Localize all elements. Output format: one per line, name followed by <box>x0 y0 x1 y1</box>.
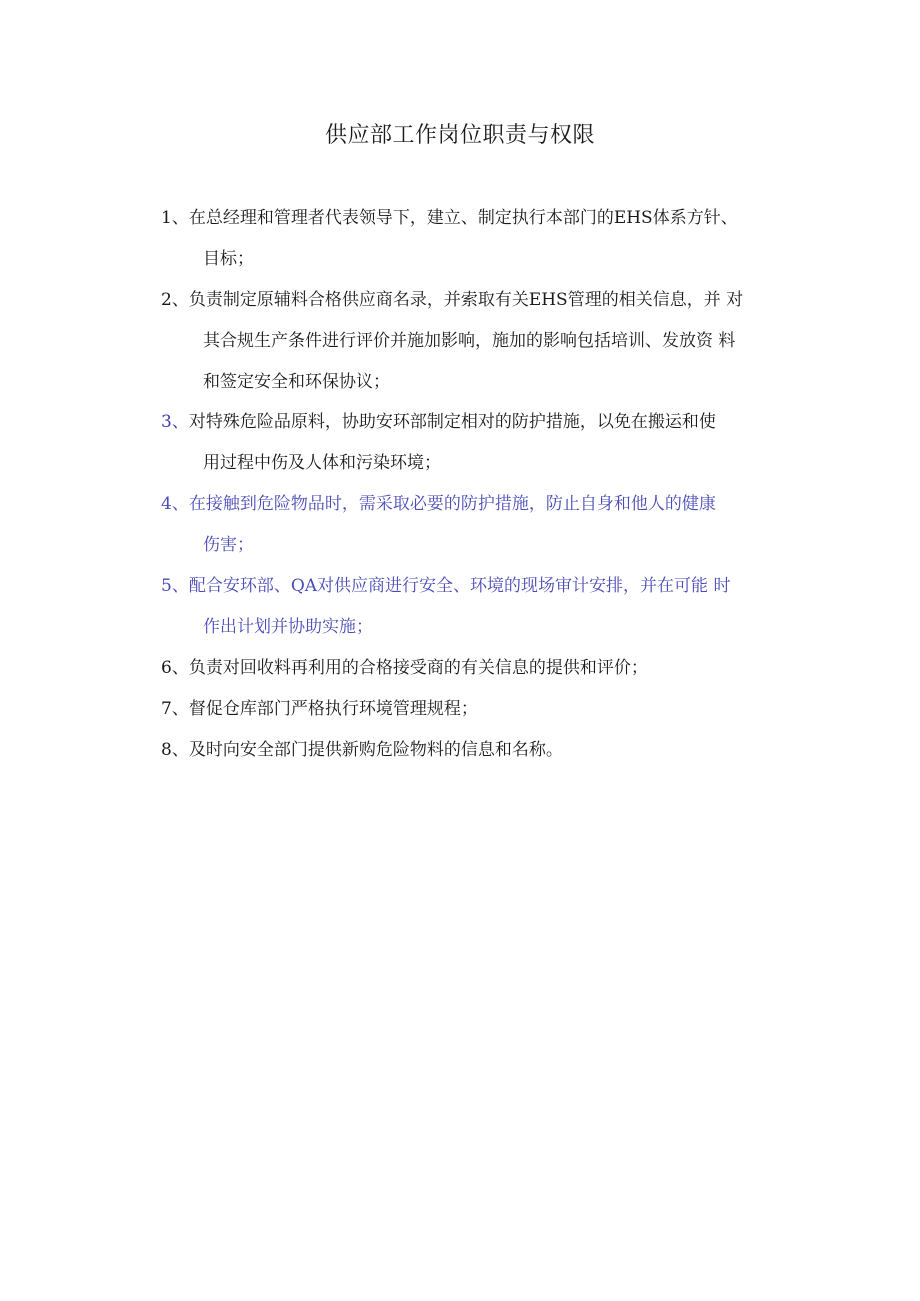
list-item-number: 7、 <box>161 699 189 719</box>
list-item-line <box>161 280 786 321</box>
list-item-line <box>161 484 786 525</box>
list-item-line <box>161 730 786 771</box>
page-title: 供应部工作岗位职责与权限 <box>324 123 595 148</box>
list-item-text: 目标； <box>203 249 254 269</box>
list-item-text: 在接触到危险物品时，需采取必要的防护措施，防止自身和他人的健康 <box>188 494 716 514</box>
list-item-number: 6、 <box>161 658 189 678</box>
list-item-text: 其合规生产条件进行评价并施加影响，施加的影响包括培训、发放资 料 <box>203 331 736 351</box>
list-item-text: 和签定安全和环保协议； <box>203 372 390 392</box>
list-item-line <box>161 689 786 730</box>
list-item-text: 在总经理和管理者代表领导下，建立、制定执行本部门的EHS体系方针、 <box>188 208 738 228</box>
list-item <box>161 484 786 566</box>
list-item-line <box>161 402 786 443</box>
list-item-number: 3、 <box>161 412 189 432</box>
list-item <box>161 648 786 689</box>
list-item-text: 配合安环部、QA对供应商进行安全、环境的现场审计安排，并在可能 时 <box>188 576 731 596</box>
list-item-line <box>161 566 786 607</box>
list-item-text: 伤害； <box>203 535 254 555</box>
list-item-number: 5、 <box>161 576 189 596</box>
list-item-number: 2、 <box>161 290 189 310</box>
list-item <box>161 689 786 730</box>
list-item-text: 对特殊危险品原料，协助安环部制定相对的防护措施，以免在搬运和使 <box>188 412 716 432</box>
list-item-number: 1、 <box>161 208 189 228</box>
list-item-text: 负责对回收料再利用的合格接受商的有关信息的提供和评价； <box>188 658 648 678</box>
list-item-number: 8、 <box>161 740 189 760</box>
list-item <box>161 198 786 280</box>
list-item <box>161 280 786 403</box>
list-item-text: 负责制定原辅料合格供应商名录，并索取有关EHS管理的相关信息，并 对 <box>188 290 744 310</box>
list-item-line <box>161 648 786 689</box>
list-item-text: 及时向安全部门提供新购危险物料的信息和名称。 <box>188 740 563 760</box>
list-item-text: 用过程中伤及人体和污染环境； <box>203 453 441 473</box>
list-item <box>161 730 786 771</box>
list-item <box>161 566 786 648</box>
list-item <box>161 402 786 484</box>
list-item-text: 作出计划并协助实施； <box>203 617 373 637</box>
list-item-number: 4、 <box>161 494 189 514</box>
list-item-line <box>161 198 786 239</box>
list-item-text: 督促仓库部门严格执行环境管理规程； <box>188 699 478 719</box>
